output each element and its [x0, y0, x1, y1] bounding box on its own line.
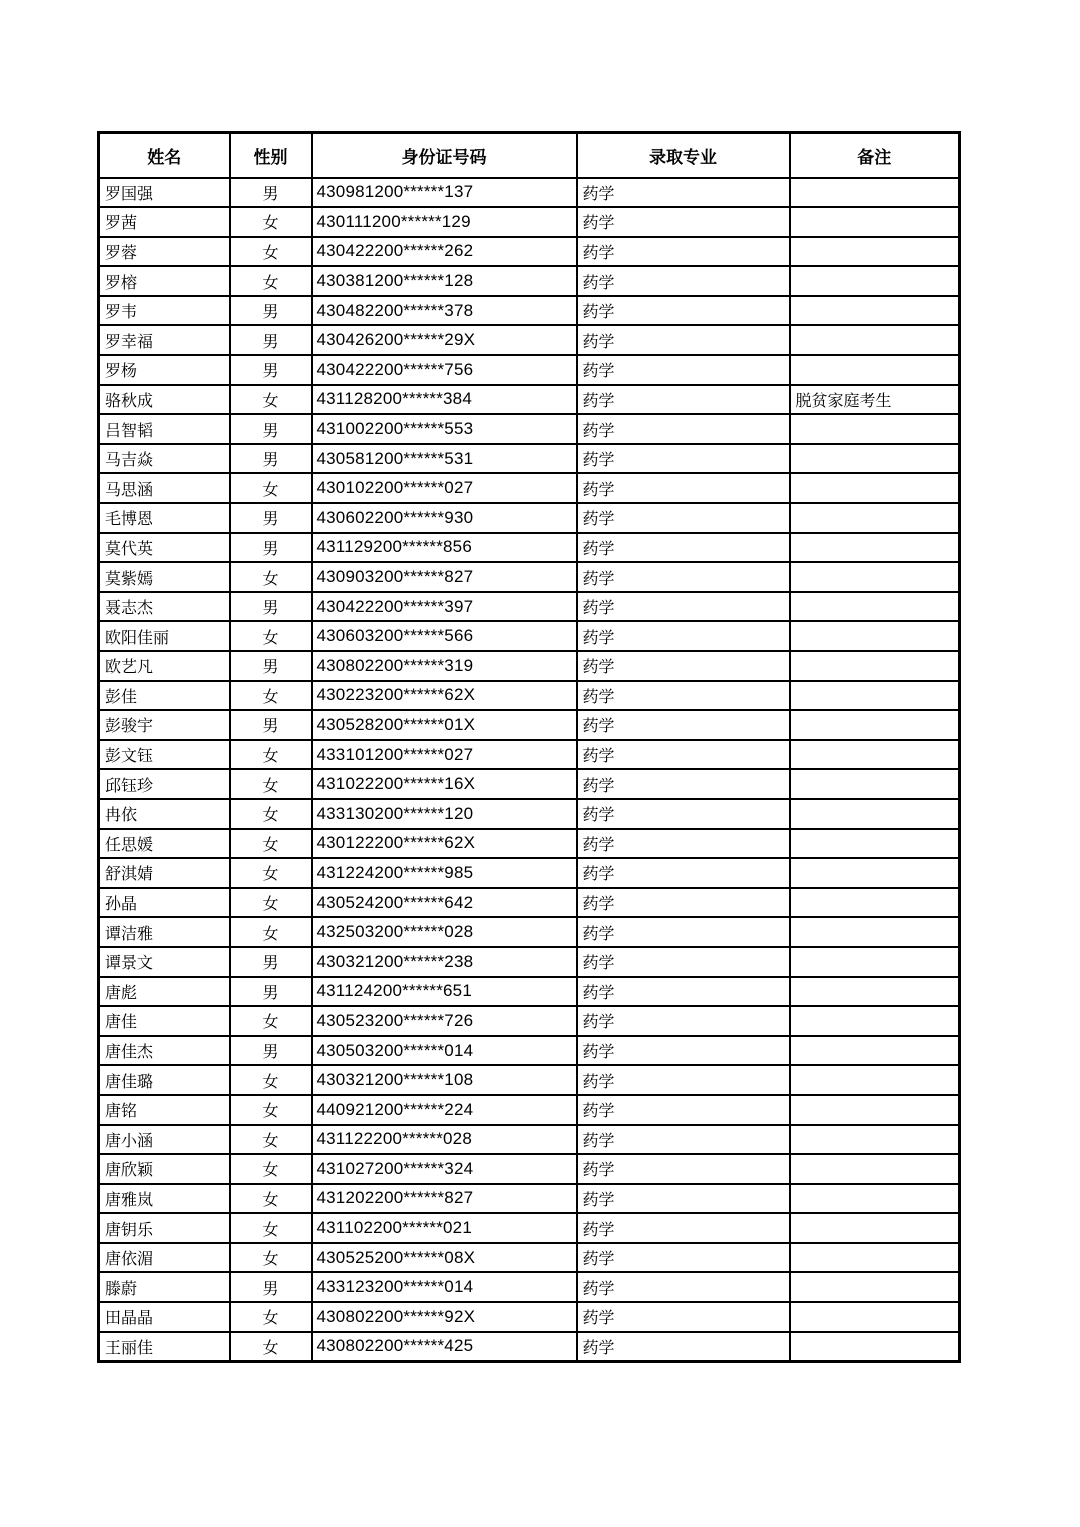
cell-name: 唐彪 — [99, 977, 230, 1007]
cell-name: 舒淇婧 — [99, 858, 230, 888]
cell-name: 吕智韬 — [99, 414, 230, 444]
cell-remark — [790, 444, 960, 474]
table-row — [99, 1332, 960, 1362]
cell-id: 430602200******930 — [312, 503, 577, 533]
cell-remark — [790, 1272, 960, 1302]
cell-gender: 女 — [230, 1302, 312, 1332]
cell-remark — [790, 296, 960, 326]
cell-id: 430581200******531 — [312, 444, 577, 474]
table-row — [99, 207, 960, 237]
header-row — [99, 133, 960, 178]
cell-id: 431129200******856 — [312, 533, 577, 563]
table-row — [99, 1213, 960, 1243]
cell-id: 430102200******027 — [312, 473, 577, 503]
cell-id: 430528200******01X — [312, 710, 577, 740]
cell-remark — [790, 1302, 960, 1332]
cell-gender: 男 — [230, 178, 312, 208]
table-header — [99, 133, 960, 178]
table-row — [99, 473, 960, 503]
cell-name: 马思涵 — [99, 473, 230, 503]
cell-id: 430422200******756 — [312, 355, 577, 385]
cell-id: 431027200******324 — [312, 1154, 577, 1184]
cell-name: 唐佳 — [99, 1006, 230, 1036]
cell-gender: 男 — [230, 710, 312, 740]
cell-major: 药学 — [577, 533, 790, 563]
table-row — [99, 592, 960, 622]
cell-name: 毛博恩 — [99, 503, 230, 533]
cell-id: 430503200******014 — [312, 1036, 577, 1066]
cell-id: 433123200******014 — [312, 1272, 577, 1302]
cell-name: 唐佳璐 — [99, 1065, 230, 1095]
table-row — [99, 503, 960, 533]
cell-major: 药学 — [577, 237, 790, 267]
cell-gender: 女 — [230, 207, 312, 237]
cell-remark — [790, 207, 960, 237]
cell-id: 430981200******137 — [312, 178, 577, 208]
cell-remark — [790, 592, 960, 622]
cell-remark — [790, 829, 960, 859]
cell-gender: 女 — [230, 266, 312, 296]
cell-remark — [790, 1095, 960, 1125]
cell-gender: 男 — [230, 533, 312, 563]
cell-gender: 女 — [230, 385, 312, 415]
admission-table — [97, 131, 961, 1363]
cell-major: 药学 — [577, 1036, 790, 1066]
cell-id: 430523200******726 — [312, 1006, 577, 1036]
cell-name: 罗蓉 — [99, 237, 230, 267]
cell-name: 聂志杰 — [99, 592, 230, 622]
table-row — [99, 651, 960, 681]
table-row — [99, 947, 960, 977]
cell-major: 药学 — [577, 977, 790, 1007]
table-row — [99, 1272, 960, 1302]
table-row — [99, 1065, 960, 1095]
cell-id: 431002200******553 — [312, 414, 577, 444]
cell-major: 药学 — [577, 858, 790, 888]
cell-gender: 男 — [230, 296, 312, 326]
cell-gender: 男 — [230, 947, 312, 977]
cell-remark — [790, 1184, 960, 1214]
cell-major: 药学 — [577, 1302, 790, 1332]
cell-major: 药学 — [577, 1332, 790, 1362]
cell-id: 430802200******319 — [312, 651, 577, 681]
cell-remark — [790, 325, 960, 355]
cell-gender: 男 — [230, 977, 312, 1007]
cell-gender: 女 — [230, 1332, 312, 1362]
cell-gender: 男 — [230, 651, 312, 681]
table-row — [99, 296, 960, 326]
cell-remark — [790, 533, 960, 563]
table-row — [99, 385, 960, 415]
cell-gender: 女 — [230, 562, 312, 592]
cell-gender: 女 — [230, 888, 312, 918]
cell-major: 药学 — [577, 592, 790, 622]
cell-id: 430903200******827 — [312, 562, 577, 592]
table-row — [99, 1006, 960, 1036]
cell-remark — [790, 503, 960, 533]
cell-name: 罗杨 — [99, 355, 230, 385]
table-row — [99, 1154, 960, 1184]
cell-id: 430122200******62X — [312, 829, 577, 859]
cell-id: 430321200******238 — [312, 947, 577, 977]
table-row — [99, 355, 960, 385]
cell-gender: 女 — [230, 237, 312, 267]
cell-gender: 女 — [230, 621, 312, 651]
cell-remark — [790, 651, 960, 681]
cell-gender: 男 — [230, 1272, 312, 1302]
cell-gender: 女 — [230, 829, 312, 859]
cell-gender: 男 — [230, 444, 312, 474]
cell-gender: 女 — [230, 1213, 312, 1243]
cell-remark — [790, 1036, 960, 1066]
table-row — [99, 266, 960, 296]
table-row — [99, 740, 960, 770]
table-row — [99, 917, 960, 947]
table-row — [99, 533, 960, 563]
cell-remark — [790, 710, 960, 740]
table-row — [99, 237, 960, 267]
table-row — [99, 829, 960, 859]
table-row — [99, 444, 960, 474]
cell-name: 彭佳 — [99, 681, 230, 711]
cell-remark — [790, 799, 960, 829]
cell-name: 冉依 — [99, 799, 230, 829]
table-row — [99, 178, 960, 208]
cell-remark — [790, 414, 960, 444]
cell-gender: 女 — [230, 1065, 312, 1095]
cell-id: 433101200******027 — [312, 740, 577, 770]
cell-major: 药学 — [577, 621, 790, 651]
cell-remark — [790, 769, 960, 799]
table-row — [99, 769, 960, 799]
cell-name: 罗榕 — [99, 266, 230, 296]
cell-gender: 男 — [230, 325, 312, 355]
cell-remark — [790, 621, 960, 651]
cell-id: 430482200******378 — [312, 296, 577, 326]
cell-gender: 男 — [230, 414, 312, 444]
cell-remark — [790, 888, 960, 918]
cell-name: 唐依湄 — [99, 1243, 230, 1273]
table-row — [99, 710, 960, 740]
cell-name: 王丽佳 — [99, 1332, 230, 1362]
cell-name: 田晶晶 — [99, 1302, 230, 1332]
cell-id: 430603200******566 — [312, 621, 577, 651]
cell-major: 药学 — [577, 947, 790, 977]
cell-gender: 男 — [230, 592, 312, 622]
cell-major: 药学 — [577, 740, 790, 770]
cell-id: 431128200******384 — [312, 385, 577, 415]
cell-remark — [790, 917, 960, 947]
table-row — [99, 681, 960, 711]
table-body — [99, 178, 960, 1362]
cell-name: 邱钰珍 — [99, 769, 230, 799]
cell-id: 430524200******642 — [312, 888, 577, 918]
table-row — [99, 1243, 960, 1273]
cell-remark — [790, 1125, 960, 1155]
cell-name: 罗幸福 — [99, 325, 230, 355]
table-row — [99, 799, 960, 829]
cell-gender: 女 — [230, 1095, 312, 1125]
cell-name: 彭骏宇 — [99, 710, 230, 740]
cell-id: 431124200******651 — [312, 977, 577, 1007]
cell-id: 440921200******224 — [312, 1095, 577, 1125]
cell-id: 430802200******425 — [312, 1332, 577, 1362]
cell-major: 药学 — [577, 769, 790, 799]
cell-major: 药学 — [577, 473, 790, 503]
cell-major: 药学 — [577, 503, 790, 533]
table-row — [99, 1095, 960, 1125]
column-header-remark: 备注 — [790, 133, 960, 178]
cell-major: 药学 — [577, 355, 790, 385]
cell-remark — [790, 947, 960, 977]
cell-gender: 女 — [230, 1154, 312, 1184]
cell-remark — [790, 178, 960, 208]
cell-id: 433130200******120 — [312, 799, 577, 829]
cell-major: 药学 — [577, 1184, 790, 1214]
cell-name: 欧艺凡 — [99, 651, 230, 681]
cell-id: 431122200******028 — [312, 1125, 577, 1155]
cell-major: 药学 — [577, 385, 790, 415]
table-row — [99, 325, 960, 355]
cell-gender: 女 — [230, 681, 312, 711]
cell-id: 430422200******397 — [312, 592, 577, 622]
cell-major: 药学 — [577, 1154, 790, 1184]
cell-remark — [790, 1243, 960, 1273]
cell-name: 孙晶 — [99, 888, 230, 918]
table-row — [99, 977, 960, 1007]
column-header-major: 录取专业 — [577, 133, 790, 178]
cell-major: 药学 — [577, 1006, 790, 1036]
cell-name: 莫代英 — [99, 533, 230, 563]
cell-major: 药学 — [577, 296, 790, 326]
cell-gender: 女 — [230, 858, 312, 888]
cell-remark — [790, 740, 960, 770]
cell-id: 431102200******021 — [312, 1213, 577, 1243]
cell-gender: 女 — [230, 1125, 312, 1155]
column-header-name: 姓名 — [99, 133, 230, 178]
cell-name: 罗韦 — [99, 296, 230, 326]
cell-remark — [790, 562, 960, 592]
table-row — [99, 1036, 960, 1066]
cell-remark — [790, 266, 960, 296]
table-row — [99, 888, 960, 918]
cell-major: 药学 — [577, 266, 790, 296]
cell-id: 430802200******92X — [312, 1302, 577, 1332]
cell-major: 药学 — [577, 562, 790, 592]
cell-major: 药学 — [577, 651, 790, 681]
cell-major: 药学 — [577, 917, 790, 947]
cell-name: 彭文钰 — [99, 740, 230, 770]
table-row — [99, 1302, 960, 1332]
cell-id: 430381200******128 — [312, 266, 577, 296]
cell-remark — [790, 858, 960, 888]
cell-name: 唐小涵 — [99, 1125, 230, 1155]
table-row — [99, 858, 960, 888]
cell-id: 430321200******108 — [312, 1065, 577, 1095]
cell-major: 药学 — [577, 207, 790, 237]
cell-remark — [790, 681, 960, 711]
cell-id: 430525200******08X — [312, 1243, 577, 1273]
cell-gender: 女 — [230, 799, 312, 829]
column-header-gender: 性别 — [230, 133, 312, 178]
cell-gender: 女 — [230, 917, 312, 947]
cell-name: 唐铭 — [99, 1095, 230, 1125]
cell-id: 430422200******262 — [312, 237, 577, 267]
cell-gender: 女 — [230, 1243, 312, 1273]
cell-id: 430426200******29X — [312, 325, 577, 355]
cell-gender: 女 — [230, 1006, 312, 1036]
cell-name: 骆秋成 — [99, 385, 230, 415]
cell-id: 430223200******62X — [312, 681, 577, 711]
cell-gender: 男 — [230, 355, 312, 385]
cell-remark — [790, 1213, 960, 1243]
cell-remark — [790, 1006, 960, 1036]
cell-gender: 男 — [230, 503, 312, 533]
cell-name: 任思媛 — [99, 829, 230, 859]
cell-gender: 女 — [230, 473, 312, 503]
cell-major: 药学 — [577, 829, 790, 859]
table-row — [99, 562, 960, 592]
cell-id: 431224200******985 — [312, 858, 577, 888]
cell-gender: 男 — [230, 1036, 312, 1066]
cell-name: 罗国强 — [99, 178, 230, 208]
table-row — [99, 1184, 960, 1214]
cell-name: 马吉焱 — [99, 444, 230, 474]
cell-major: 药学 — [577, 710, 790, 740]
cell-name: 唐钥乐 — [99, 1213, 230, 1243]
cell-remark — [790, 977, 960, 1007]
cell-major: 药学 — [577, 888, 790, 918]
cell-remark: 脱贫家庭考生 — [790, 385, 960, 415]
cell-name: 谭景文 — [99, 947, 230, 977]
cell-name: 莫紫嫣 — [99, 562, 230, 592]
cell-major: 药学 — [577, 681, 790, 711]
cell-remark — [790, 1332, 960, 1362]
cell-remark — [790, 1065, 960, 1095]
cell-major: 药学 — [577, 1095, 790, 1125]
cell-name: 唐欣颖 — [99, 1154, 230, 1184]
cell-id: 430111200******129 — [312, 207, 577, 237]
cell-major: 药学 — [577, 1243, 790, 1273]
cell-name: 滕蔚 — [99, 1272, 230, 1302]
column-header-id: 身份证号码 — [312, 133, 577, 178]
cell-name: 唐雅岚 — [99, 1184, 230, 1214]
cell-major: 药学 — [577, 1065, 790, 1095]
cell-name: 唐佳杰 — [99, 1036, 230, 1066]
cell-remark — [790, 355, 960, 385]
cell-major: 药学 — [577, 325, 790, 355]
cell-name: 罗茜 — [99, 207, 230, 237]
cell-major: 药学 — [577, 414, 790, 444]
cell-id: 431202200******827 — [312, 1184, 577, 1214]
cell-major: 药学 — [577, 1125, 790, 1155]
cell-major: 药学 — [577, 799, 790, 829]
cell-remark — [790, 473, 960, 503]
cell-gender: 女 — [230, 740, 312, 770]
table-row — [99, 414, 960, 444]
cell-id: 431022200******16X — [312, 769, 577, 799]
cell-name: 谭洁雅 — [99, 917, 230, 947]
cell-major: 药学 — [577, 178, 790, 208]
cell-name: 欧阳佳丽 — [99, 621, 230, 651]
cell-remark — [790, 1154, 960, 1184]
cell-gender: 女 — [230, 1184, 312, 1214]
cell-id: 432503200******028 — [312, 917, 577, 947]
cell-major: 药学 — [577, 444, 790, 474]
cell-gender: 女 — [230, 769, 312, 799]
cell-remark — [790, 237, 960, 267]
cell-major: 药学 — [577, 1213, 790, 1243]
cell-major: 药学 — [577, 1272, 790, 1302]
table-row — [99, 1125, 960, 1155]
table-row — [99, 621, 960, 651]
